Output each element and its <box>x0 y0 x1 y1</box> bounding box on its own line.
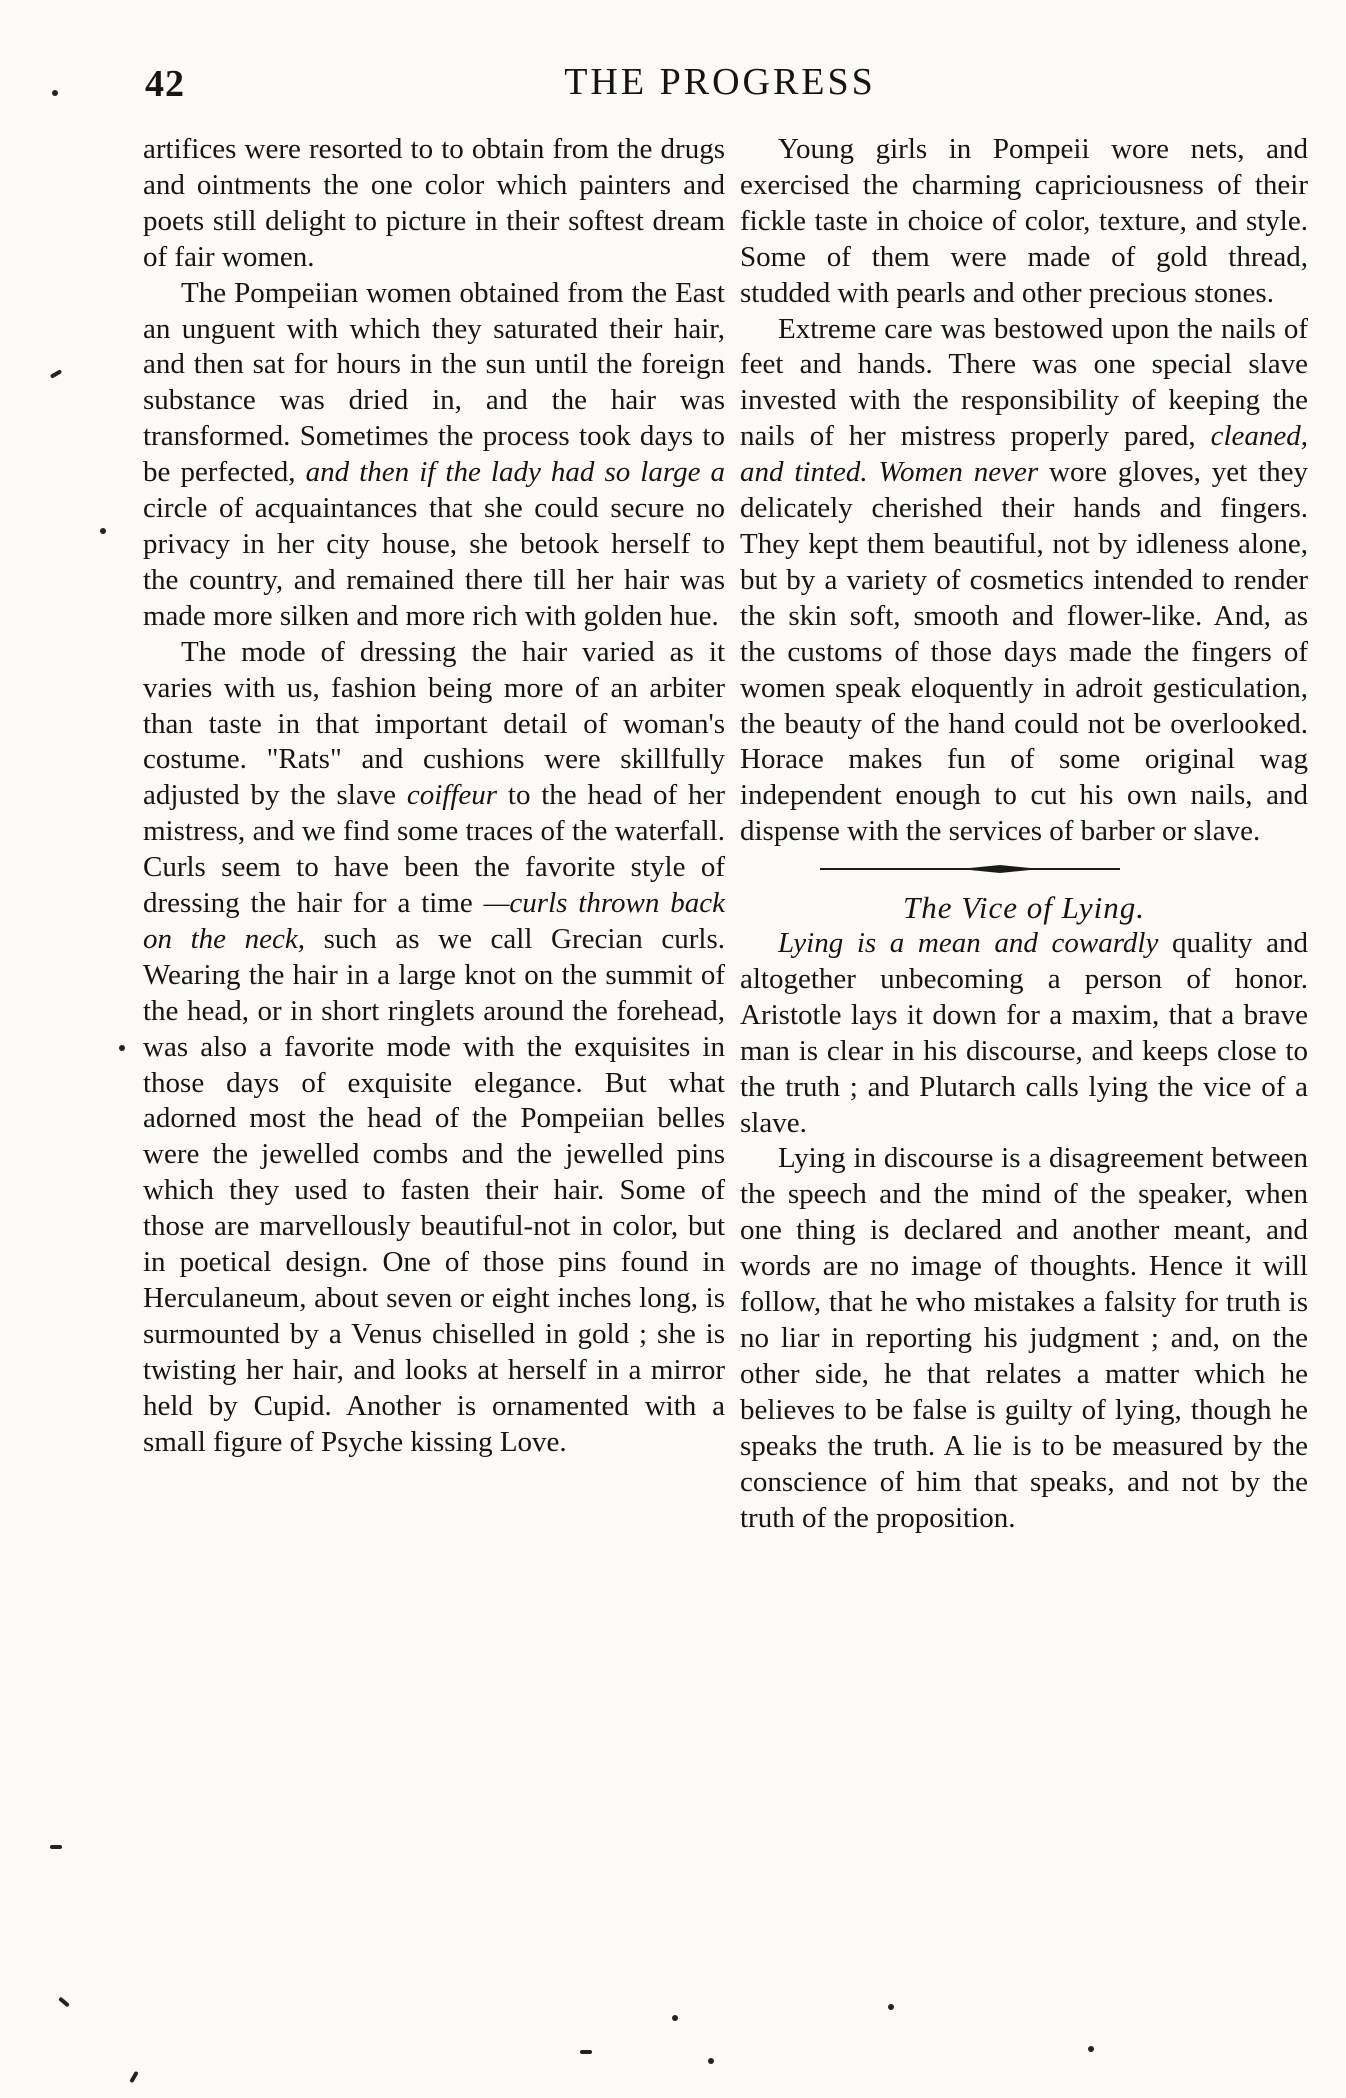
running-title: THE PROGRESS <box>564 61 876 103</box>
separator-rule <box>820 862 1120 876</box>
paragraph-lying-intro: Lying is a mean and cowardly quality and altogether unbecoming a person of honor. Aristotle lays it down for a maxim, that a brave man is clear in his discourse, and keeps close to the truth ; and Plutarch calls lying the vice of a slave. <box>740 927 1308 1139</box>
right-column <box>740 132 1308 1536</box>
left-column <box>143 132 725 1461</box>
scan-speck <box>888 2004 894 2010</box>
scan-speck <box>708 2058 714 2064</box>
scan-speck <box>129 2071 138 2083</box>
scan-speck <box>1088 2046 1094 2052</box>
paragraph-lying-discourse: Lying in discourse is a disagreement between the speech and the mind of the speaker, when one thing is declared and another meant, and words are no image of thoughts. Hence it will follow, that he who mistakes a falsity for truth is no liar in reporting his judgment ; and, on the other side, he that relates a matter which he believes to be false is guilty of lying, though he speaks the truth. A lie is to be measured by the conscience of him that speaks, and not by the truth of the proposition. <box>740 1142 1308 1534</box>
scan-speck <box>50 369 62 378</box>
page-number: 42 <box>145 63 185 105</box>
scan-speck <box>672 2015 678 2021</box>
section-separator <box>740 852 1308 886</box>
scan-speck <box>52 90 58 96</box>
page-header <box>135 52 1305 112</box>
paragraph-continued: artifices were resorted to to obtain from the drugs and ointments the one color which painters and poets still delight to picture in their softest dream of fair women. <box>143 133 725 273</box>
scan-speck <box>100 528 106 534</box>
paragraph-young-girls: Young girls in Pompeii wore nets, and exercised the charming capriciousness of their fickle taste in choice of color, texture, and style. Some of them were made of gold thread, studded with pearls and other precious stones. <box>740 133 1308 309</box>
section-heading: The Vice of Lying. <box>902 890 1146 926</box>
paragraph-nails: Extreme care was bestowed upon the nails of feet and hands. There was one special slave invested with the responsibility of keeping the nails of her mistress properly pared, cleaned, and tinted. Women never wore gloves, yet they delicately cherished their hands and fingers. They kept them beautiful, not by idleness alone, but by a variety of cosmetics intended to render the skin soft, smooth and flower-like. And, as the customs of those days made the fingers of women speak eloquently in adroit gesticulation, the beauty of the hand could not be overlooked. Horace makes fun of some original wag independent enough to cut his own nails, and dispense with the services of barber or slave. <box>740 312 1308 848</box>
scan-speck <box>119 1045 125 1051</box>
scan-speck <box>58 1997 70 2008</box>
scan-speck <box>50 1845 62 1849</box>
paragraph-hair-dressing: The mode of dressing the hair varied as it varies with us, fashion being more of an arbiter than taste in that important detail of woman's costume. "Rats" and cushions were skillfully adjusted by the slave coiffeur to the head of her mistress, and we find some traces of the waterfall. Curls seem to have been the favorite style of dressing the hair for a time —curls thrown back on the neck, such as we call Grecian curls. Wearing the hair in a large knot on the summit of the head, or in short ringlets around the forehead, was also a favorite mode with the exquisites in those days of exquisite elegance. But what adorned most the head of the Pompeiian belles were the jewelled combs and the jewelled pins which they used to fasten their hair. Some of those are marvellously beautiful-not in color, but in poetical design. One of those pins found in Herculaneum, about seven or eight inches long, is surmounted by a Venus chiselled in gold ; she is twisting her hair, and looks at herself in a mirror held by Cupid. Another is ornamented with a small figure of Psyche kissing Love. <box>143 635 726 1458</box>
scan-speck <box>580 2050 592 2054</box>
paragraph-pompeiian-women: The Pompeiian women obtained from the East an unguent with which they saturated their hair, and then sat for hours in the sun until the foreign substance was dried in, and the hair was transformed. Sometimes the process took days to be perfected, and then if the lady had so large a circle of acquaintances that she could secure no privacy in her city house, she betook herself to the country, and remained there till her hair was made more silken and more rich with golden hue. <box>143 276 726 632</box>
